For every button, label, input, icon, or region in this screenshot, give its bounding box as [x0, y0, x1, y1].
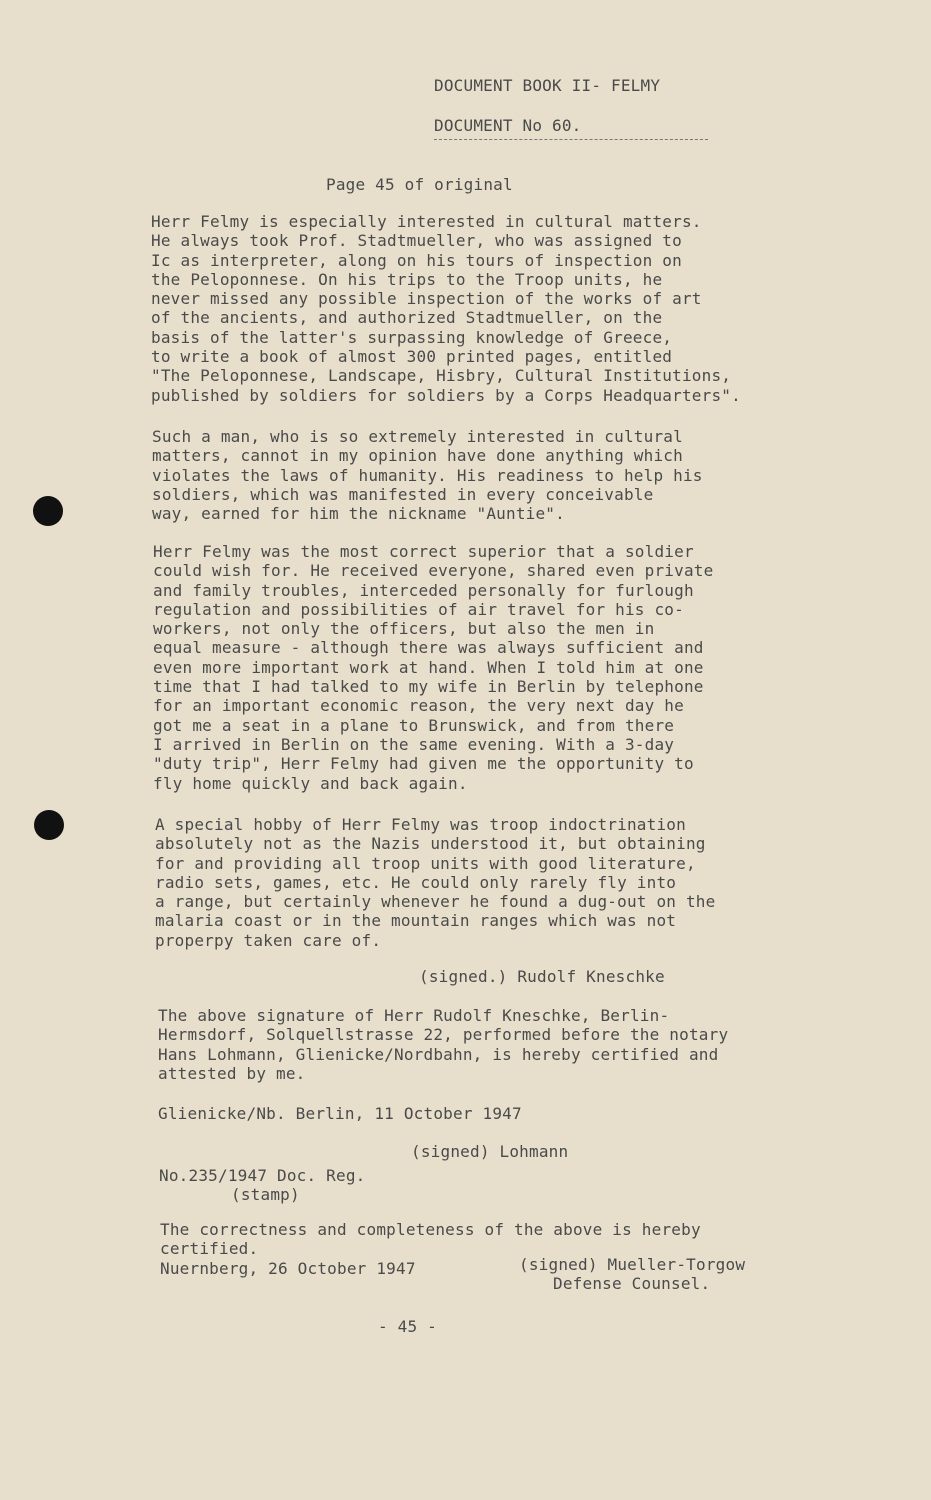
text-line: I arrived in Berlin on the same evening. With a 3-day — [153, 734, 675, 754]
text-line: attested by me. — [158, 1063, 306, 1083]
text-line: The correctness and completeness of the above is hereby — [160, 1220, 701, 1239]
text-line: Ic as interpreter, along on his tours of inspection on — [151, 250, 682, 270]
text-line: even more important work at hand. When I told him at one — [153, 657, 704, 677]
text-line: soldiers, which was manifested in every conceivable — [152, 484, 654, 504]
paragraph-notary-certification — [158, 1006, 728, 1083]
signature-kneschke: (signed.) Rudolf Kneschke — [419, 967, 665, 986]
text-line: basis of the latter's surpassing knowledge of Greece, — [151, 327, 673, 347]
text-line: Hermsdorf, Solquellstrasse 22, performed before the notary — [158, 1025, 729, 1045]
text-line: and family troubles, interceded personally for furlough — [153, 580, 694, 600]
text-line: Such a man, who is so extremely interested in cultural — [152, 427, 683, 446]
text-line: Herr Felmy was the most correct superior that a soldier — [153, 542, 694, 561]
text-line: Herr Felmy is especially interested in cultural matters. — [151, 212, 702, 231]
text-line: He always took Prof. Stadtmueller, who was assigned to — [151, 231, 682, 251]
text-line: fly home quickly and back again. — [153, 773, 468, 793]
signature-mueller-torgow: (signed) Mueller-Torgow — [519, 1255, 746, 1274]
text-line: for and providing all troop units with good literature, — [155, 853, 696, 873]
punch-hole — [33, 496, 63, 526]
text-line: of the ancients, and authorized Stadtmueller, on the — [151, 308, 663, 328]
text-line: for an important economic reason, the very next day he — [153, 696, 684, 716]
defense-counsel-title: Defense Counsel. — [553, 1274, 711, 1293]
paragraph-troop-indoctrination — [155, 815, 715, 950]
text-line: matters, cannot in my opinion have done anything which — [152, 446, 683, 466]
text-line: Hans Lohmann, Glienicke/Nordbahn, is hereby certified and — [158, 1044, 719, 1064]
text-line: regulation and possibilities of air travel for his co- — [153, 599, 684, 619]
text-line: The above signature of Herr Rudolf Kneschke, Berlin- — [158, 1006, 670, 1025]
registry-number: No.235/1947 Doc. Reg. — [159, 1166, 366, 1185]
paragraph-character — [152, 427, 703, 523]
text-line: never missed any possible inspection of the works of art — [151, 289, 702, 309]
text-line: A special hobby of Herr Felmy was troop indoctrination — [155, 815, 686, 834]
text-line: a range, but certainly whenever he found a dug-out on the — [155, 892, 716, 912]
text-line: malaria coast or in the mountain ranges which was not — [155, 911, 677, 931]
text-line: "The Peloponnese, Landscape, Hisbry, Cultural Institutions, — [151, 366, 732, 386]
text-line: violates the laws of humanity. His readiness to help his — [152, 465, 703, 485]
signature-lohmann: (signed) Lohmann — [411, 1142, 569, 1161]
nuernberg-date: Nuernberg, 26 October 1947 — [160, 1259, 416, 1278]
punch-hole — [34, 810, 64, 840]
paragraph-correctness-certified — [160, 1220, 701, 1259]
document-book-title: DOCUMENT BOOK II- FELMY — [434, 76, 661, 95]
paragraph-cultural-interests — [151, 212, 741, 405]
text-line: radio sets, games, etc. He could only rarely fly into — [155, 872, 677, 892]
text-line: "duty trip", Herr Felmy had given me the opportunity to — [153, 754, 694, 774]
text-line: to write a book of almost 300 printed pages, entitled — [151, 347, 673, 367]
text-line: equal measure - although there was always sufficient and — [153, 638, 704, 658]
text-line: workers, not only the officers, but also the men in — [153, 619, 655, 639]
page-number: - 45 - — [378, 1317, 437, 1336]
text-line: got me a seat in a plane to Brunswick, and from there — [153, 715, 675, 735]
underline-divider — [434, 139, 708, 140]
text-line: could wish for. He received everyone, shared even private — [153, 561, 714, 581]
paragraph-correct-superior — [153, 542, 713, 793]
text-line: way, earned for him the nickname "Auntie". — [152, 504, 565, 524]
text-line: published by soldiers for soldiers by a Corps Headquarters". — [151, 385, 741, 405]
text-line: certified. — [160, 1239, 259, 1259]
text-line: absolutely not as the Nazis understood it, but obtaining — [155, 834, 706, 854]
document-number: DOCUMENT No 60. — [434, 116, 582, 135]
text-line: the Peloponnese. On his trips to the Troop units, he — [151, 269, 663, 289]
text-line: properpy taken care of. — [155, 930, 382, 950]
stamp-note: (stamp) — [231, 1185, 300, 1204]
text-line: time that I had talked to my wife in Berlin by telephone — [153, 677, 704, 697]
page-reference: Page 45 of original — [326, 175, 513, 194]
place-and-date: Glienicke/Nb. Berlin, 11 October 1947 — [158, 1104, 522, 1123]
